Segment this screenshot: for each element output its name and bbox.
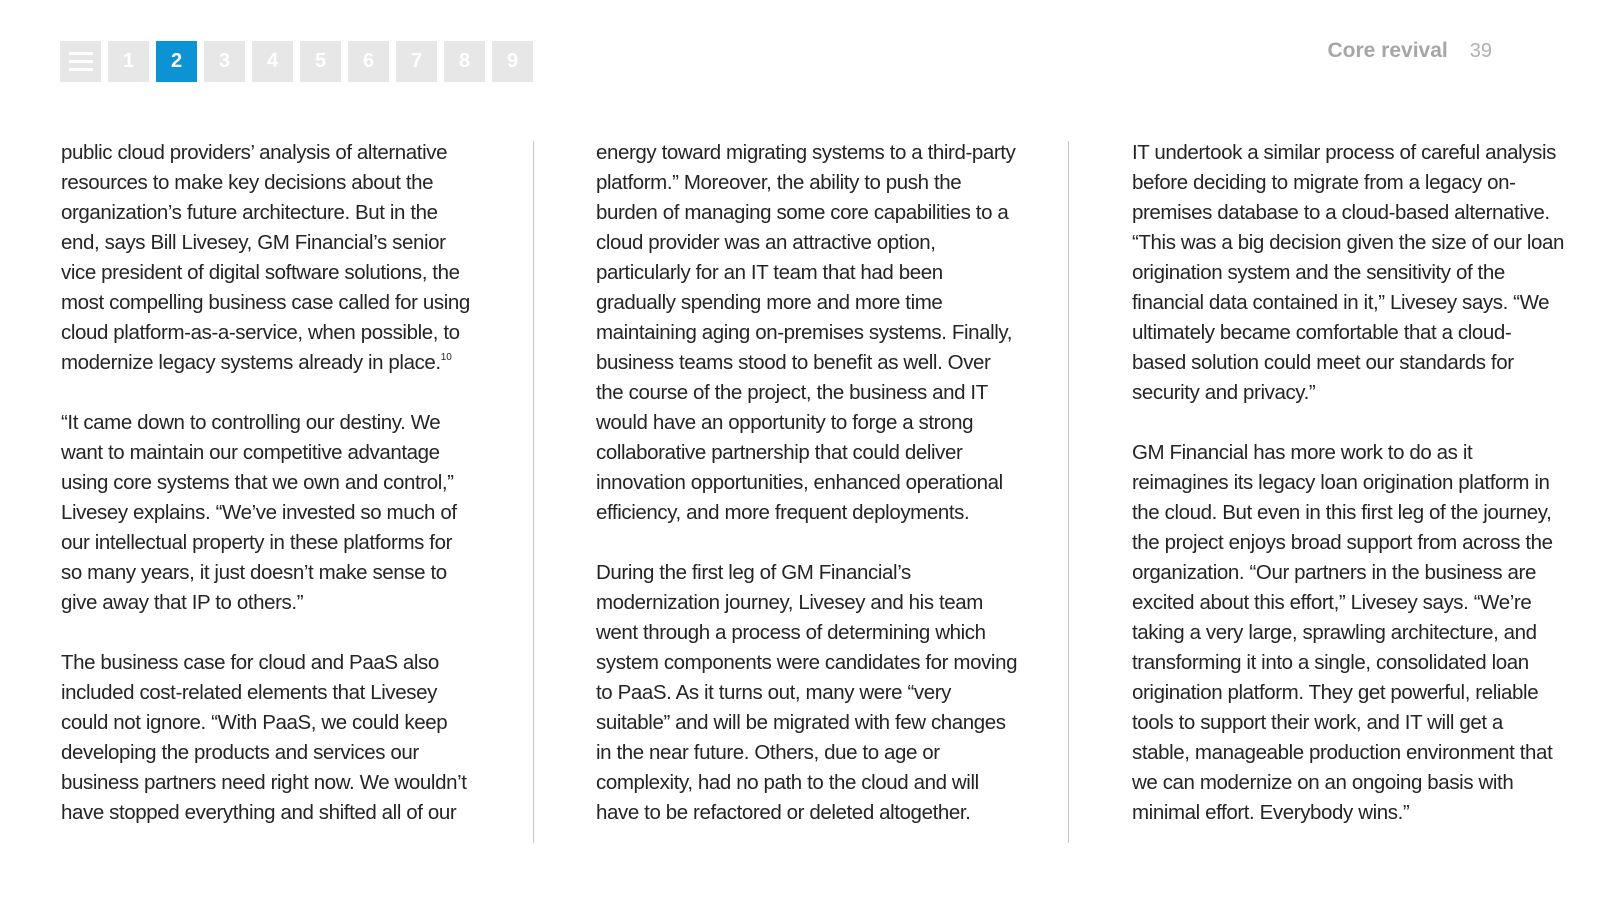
page-button-7[interactable]: 7 (396, 41, 437, 82)
page-button-1[interactable]: 1 (108, 41, 149, 82)
page-button-6[interactable]: 6 (348, 41, 389, 82)
page-button-5[interactable]: 5 (300, 41, 341, 82)
paragraph: GM Financial has more work to do as it reimagines its legacy loan origination platform in the cloud. But even in this first leg of the journey, the project enjoys broad support from across the organization. “Our partners in the business are excited about this effort,” Livesey says. “We’re taking a very large, sprawling architecture, and transforming it into a single, consolidated loan origination platform. They get powerful, reliable tools to support their work, and IT will get a stable, manageable production environment that we can modernize on an ongoing basis with minimal effort. Everybody wins.” (1132, 441, 1553, 824)
paragraph: During the first leg of GM Financial’s modernization journey, Livesey and his team went through a process of determining which system components were candidates for moving to PaaS. As it turns out, many were “very suitable” and will be migrated with few changes in the near future. Others, due to age or complexity, had no path to the cloud and will have to be refactored or deleted altogether. (596, 561, 1018, 824)
page-header (1328, 39, 1493, 63)
hamburger-menu-icon[interactable] (60, 41, 101, 82)
section-title: Core revival (1327, 39, 1448, 62)
page-button-4[interactable]: 4 (252, 41, 293, 82)
page-number: 39 (1469, 40, 1492, 62)
text-column-2 (596, 138, 1018, 858)
column-divider (1068, 141, 1069, 843)
footnote-marker[interactable]: 10 (440, 352, 452, 363)
text-column-3 (1132, 138, 1564, 858)
page-button-9[interactable]: 9 (492, 41, 533, 82)
paragraph: energy toward migrating systems to a third-party platform.” Moreover, the ability to push the burden of managing some core capabilities to a cloud provider was an attractive option, particularly for an IT team that had been gradually spending more and more time maintaining aging on-premises systems. Finally, business teams stood to benefit as well. Over the course of the project, the business and IT would have an opportunity to forge a strong collaborative partnership that could deliver innovation opportunities, enhanced operational efficiency, and more frequent deployments. (596, 141, 1016, 524)
paragraph: “It came down to controlling our destiny. We want to maintain our competitive advantage using core systems that we own and control,” Livesey explains. “We’ve invested so much of our intellectual property in these platforms for so many years, it just doesn’t make sense to give away that IP to others.” (61, 411, 457, 614)
paragraph: The business case for cloud and PaaS also included cost-related elements that Livesey could not ignore. “With PaaS, we could keep developing the products and services our business partners need right now. We wouldn’t have stopped everything and shifted all of our (61, 651, 467, 824)
paragraph-text: public cloud providers’ analysis of alternative resources to make key decisions about the organization’s future architecture. But in the end, says Bill Livesey, GM Financial’s senior vice president of digital software solutions, the most compelling business case called for using cloud platform-as-a-service, when possible, to modernize legacy systems already in place. (61, 141, 470, 374)
page-button-8[interactable]: 8 (444, 41, 485, 82)
paragraph: IT undertook a similar process of careful analysis before deciding to migrate from a legacy on-premises database to a cloud-based alternative. “This was a big decision given the size of our loan origination system and the sensitivity of the financial data contained in it,” Livesey says. “We ultimately became comfortable that a cloud-based solution could meet our standards for security and privacy.” (1132, 141, 1564, 404)
paragraph (61, 138, 473, 378)
page-button-3[interactable]: 3 (204, 41, 245, 82)
page-button-2-active[interactable]: 2 (156, 41, 197, 82)
page-navigation (60, 41, 533, 82)
text-column-1 (61, 138, 473, 858)
column-divider (533, 141, 534, 843)
